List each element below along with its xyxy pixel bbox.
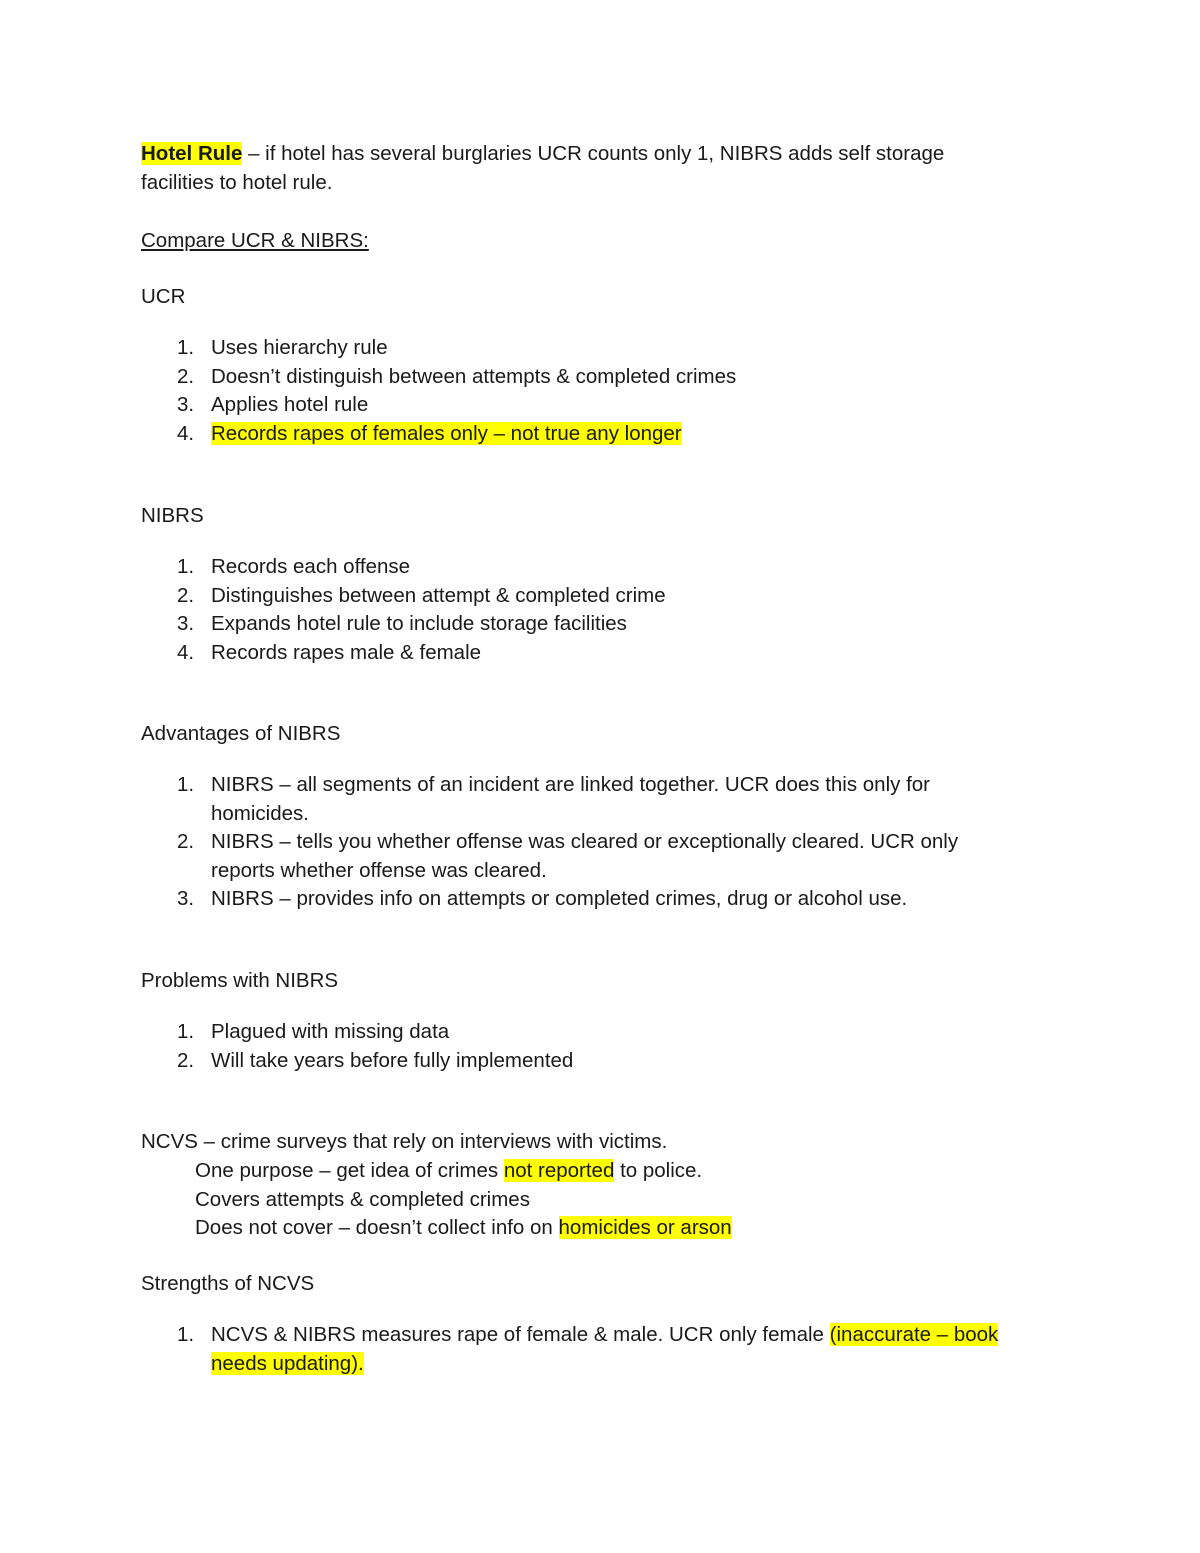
hotel-rule-paragraph [141, 139, 944, 197]
hotel-rule-term: Hotel Rule [141, 142, 243, 165]
list-item: 1. Records each offense [177, 555, 411, 578]
hotel-rule-text: – if hotel has several burglaries UCR counts only 1, NIBRS adds self storage [242, 142, 945, 165]
hotel-rule-text-cont: facilities to hotel rule. [141, 171, 333, 194]
list-item: 3. Expands hotel rule to include storage facilities [177, 612, 627, 635]
ncvs-not-cover: Does not cover – doesn’t collect info on homicides or arson [195, 1216, 732, 1239]
highlighted-text: needs updating). [211, 1351, 364, 1375]
list-item: 3. Applies hotel rule [177, 393, 369, 416]
nibrs-list [141, 553, 666, 667]
list-item: 4. Records rapes male & female [177, 640, 482, 664]
strengths-list [141, 1321, 998, 1378]
highlighted-text: not reported [503, 1159, 615, 1182]
list-item: 1. Uses hierarchy rule [177, 336, 388, 359]
list-item: 2. Distinguishes between attempt & completed crime [177, 583, 666, 607]
list-item: 2. NIBRS – tells you whether offense was cleared or exceptionally cleared. UCR only reports whether offense was cleared. [177, 830, 959, 882]
list-item: 1. Plagued with missing data [177, 1020, 450, 1043]
highlighted-text: homicides or arson [558, 1216, 732, 1239]
highlighted-text: (inaccurate – book [829, 1323, 999, 1346]
list-item: 1. NCVS & NIBRS measures rape of female & male. UCR only female (inaccurate – book needs updating). [177, 1323, 999, 1375]
advantages-list [141, 771, 958, 914]
list-item: 3. NIBRS – provides info on attempts or completed crimes, drug or alcohol use. [177, 887, 908, 910]
ncvs-intro: NCVS – crime surveys that rely on interviews with victims. [141, 1130, 668, 1153]
ucr-heading: UCR [141, 285, 186, 308]
ucr-list [141, 334, 736, 448]
highlighted-text: Records rapes of females only – not true any longer [211, 421, 682, 445]
problems-heading: Problems with NIBRS [141, 969, 339, 992]
list-item: 1. NIBRS – all segments of an incident are linked together. UCR does this only for homicides. [177, 773, 931, 825]
list-item: 2. Will take years before fully implemented [177, 1048, 574, 1072]
strengths-heading: Strengths of NCVS [141, 1272, 315, 1295]
ncvs-purpose: One purpose – get idea of crimes not reported to police. [195, 1159, 703, 1182]
list-item: 2. Doesn’t distinguish between attempts & completed crimes [177, 364, 737, 388]
nibrs-heading: NIBRS [141, 504, 204, 527]
ncvs-covers: Covers attempts & completed crimes [195, 1188, 530, 1211]
compare-heading: Compare UCR & NIBRS: [141, 229, 369, 252]
list-item: 4. Records rapes of females only – not true any longer [177, 421, 682, 445]
advantages-heading: Advantages of NIBRS [141, 722, 341, 745]
problems-list [141, 1018, 573, 1075]
